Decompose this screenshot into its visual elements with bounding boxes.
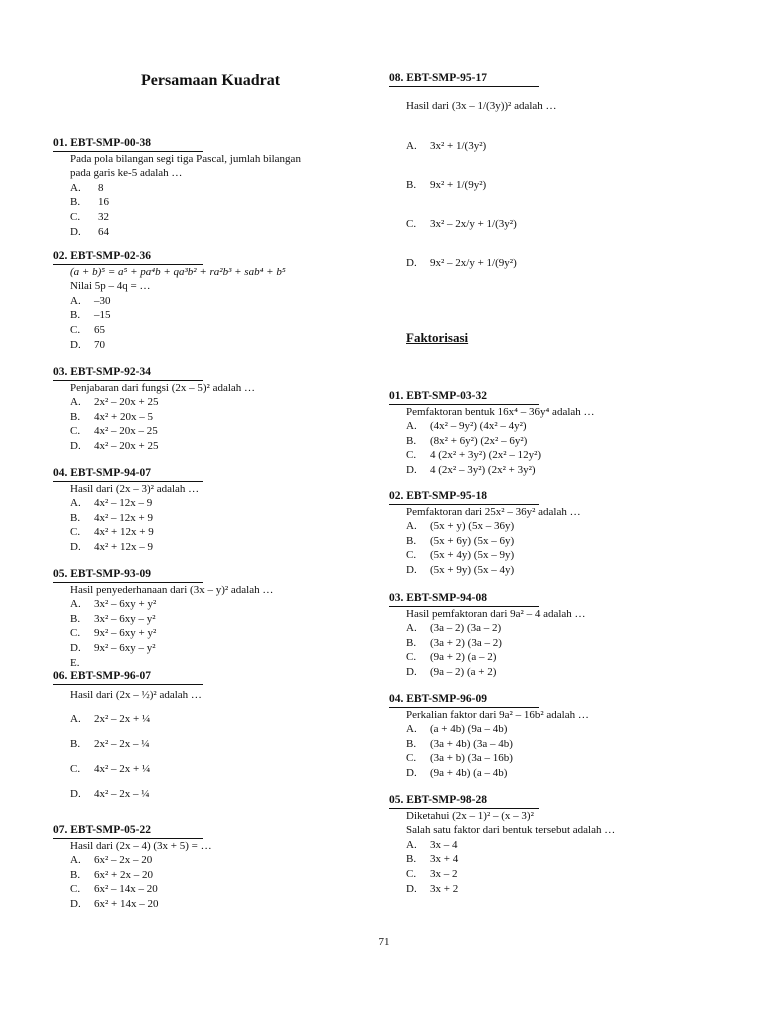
answer-option: C. 32 bbox=[70, 210, 109, 223]
question-left-3 bbox=[53, 365, 363, 454]
answer-option: A. 2x² – 20x + 25 bbox=[70, 396, 159, 409]
question-right-2 bbox=[389, 389, 719, 478]
question-left-4 bbox=[53, 466, 363, 555]
question-code: 04. EBT-SMP-94-07 bbox=[53, 466, 203, 482]
question-stem: pada garis ke-5 adalah … bbox=[70, 167, 183, 180]
answer-option: A. 8 bbox=[70, 181, 104, 194]
question-stem: Penjabaran dari fungsi (2x – 5)² adalah … bbox=[70, 381, 256, 394]
question-stem: Hasil dari (2x – ½)² adalah … bbox=[70, 689, 202, 702]
answer-option: A. 3x² + 1/(3y²) bbox=[406, 139, 487, 152]
answer-option: B. 2x² – 2x – ¼ bbox=[70, 737, 150, 750]
question-code: 02. EBT-SMP-02-36 bbox=[53, 249, 203, 265]
question-code: 04. EBT-SMP-96-09 bbox=[389, 692, 539, 708]
answer-option: D. 4x² – 2x – ¼ bbox=[70, 787, 150, 800]
question-stem: (a + b)⁵ = a⁵ + pa⁴b + qa³b² + ra²b³ + sab⁴ + b⁵ bbox=[70, 265, 286, 278]
question-stem: Pada pola bilangan segi tiga Pascal, jumlah bilangan bbox=[70, 152, 301, 165]
question-code: 05. EBT-SMP-98-28 bbox=[389, 793, 539, 809]
answer-option: C. 4 (2x² + 3y²) (2x² – 12y²) bbox=[406, 449, 542, 462]
section-heading-faktorisasi: Faktorisasi bbox=[406, 330, 469, 345]
answer-option: D. 6x² + 14x – 20 bbox=[70, 897, 159, 910]
question-code: 08. EBT-SMP-95-17 bbox=[389, 71, 539, 87]
question-stem: Salah satu faktor dari bentuk tersebut adalah … bbox=[406, 824, 616, 837]
answer-option: D. 64 bbox=[70, 225, 109, 238]
question-stem: Hasil dari (3x – 1/(3y))² adalah … bbox=[406, 100, 557, 113]
answer-option: D. 4 (2x² – 3y²) (2x² + 3y²) bbox=[406, 463, 536, 476]
question-stem: Perkalian faktor dari 9a² – 16b² adalah … bbox=[406, 708, 589, 721]
answer-option: D. 3x + 2 bbox=[406, 882, 459, 895]
answer-option: A. 3x – 4 bbox=[406, 838, 458, 851]
answer-option: C. (5x + 4y) (5x – 9y) bbox=[406, 549, 515, 562]
answer-option: B. (5x + 6y) (5x – 6y) bbox=[406, 534, 515, 547]
answer-option: B. (3a + 2) (3a – 2) bbox=[406, 636, 502, 649]
answer-option: A. 2x² – 2x + ¼ bbox=[70, 712, 151, 725]
question-code: 03. EBT-SMP-94-08 bbox=[389, 591, 539, 607]
answer-option: B. 6x² + 2x – 20 bbox=[70, 868, 154, 881]
question-right-3 bbox=[389, 489, 719, 578]
answer-option: B. –15 bbox=[70, 309, 111, 322]
question-code: 01. EBT-SMP-03-32 bbox=[389, 389, 539, 405]
question-left-2 bbox=[53, 249, 363, 352]
answer-option: D. (9a + 4b) (a – 4b) bbox=[406, 766, 508, 779]
answer-option: C. 4x² – 20x – 25 bbox=[70, 425, 158, 438]
question-stem: Hasil dari (2x – 4) (3x + 5) = … bbox=[70, 839, 212, 852]
answer-option: D. 9x² – 2x/y + 1/(9y²) bbox=[406, 256, 517, 269]
question-stem: Diketahui (2x – 1)² – (x – 3)² bbox=[406, 809, 534, 822]
question-right-4 bbox=[389, 591, 719, 680]
question-right-5 bbox=[389, 692, 719, 781]
question-right-1 bbox=[389, 71, 699, 283]
question-code: 03. EBT-SMP-92-34 bbox=[53, 365, 203, 381]
answer-option: A. –30 bbox=[70, 294, 111, 307]
question-code: 01. EBT-SMP-00-38 bbox=[53, 136, 203, 152]
question-stem: Nilai 5p – 4q = … bbox=[70, 280, 151, 293]
question-code: 05. EBT-SMP-93-09 bbox=[53, 567, 203, 583]
question-code: 07. EBT-SMP-05-22 bbox=[53, 823, 203, 839]
answer-option: D. 9x² – 6xy – y² bbox=[70, 641, 156, 654]
question-code: 06. EBT-SMP-96-07 bbox=[53, 669, 203, 685]
question-stem: Hasil penyederhanaan dari (3x – y)² adalah … bbox=[70, 583, 274, 596]
answer-option: C. 4x² – 2x + ¼ bbox=[70, 762, 151, 775]
answer-option: C. 3x² – 2x/y + 1/(3y²) bbox=[406, 217, 517, 230]
answer-option: D. 4x² + 12x – 9 bbox=[70, 540, 154, 553]
answer-option: D. (9a – 2) (a + 2) bbox=[406, 665, 497, 678]
answer-option: D. (5x + 9y) (5x – 4y) bbox=[406, 563, 515, 576]
question-left-7 bbox=[53, 823, 363, 912]
answer-option: B. 4x² – 12x + 9 bbox=[70, 511, 154, 524]
answer-option: A. (3a – 2) (3a – 2) bbox=[406, 622, 502, 635]
question-stem: Pemfaktoran dari 25x² – 36y² adalah … bbox=[406, 505, 581, 518]
answer-option: A. 4x² – 12x – 9 bbox=[70, 497, 153, 510]
answer-option: B. (8x² + 6y²) (2x² – 6y²) bbox=[406, 434, 528, 447]
question-stem: Pemfaktoran bentuk 16x⁴ – 36y⁴ adalah … bbox=[406, 405, 595, 418]
answer-option: B. 4x² + 20x – 5 bbox=[70, 410, 154, 423]
answer-option: E. bbox=[70, 656, 80, 669]
answer-option: A. (5x + y) (5x – 36y) bbox=[406, 520, 515, 533]
answer-option: A. (a + 4b) (9a – 4b) bbox=[406, 723, 508, 736]
answer-option: A. 3x² – 6xy + y² bbox=[70, 598, 157, 611]
question-left-5 bbox=[53, 567, 363, 670]
answer-option: C. (3a + b) (3a – 16b) bbox=[406, 752, 513, 765]
question-stem: Hasil dari (2x – 3)² adalah … bbox=[70, 482, 200, 495]
answer-option: C. 9x² – 6xy + y² bbox=[70, 627, 157, 640]
answer-option: C. 65 bbox=[70, 323, 105, 336]
answer-option: C. 6x² – 14x – 20 bbox=[70, 883, 158, 896]
answer-option: B. 3x + 4 bbox=[406, 853, 459, 866]
answer-option: B. (3a + 4b) (3a – 4b) bbox=[406, 737, 513, 750]
answer-option: B. 9x² + 1/(9y²) bbox=[406, 178, 487, 191]
question-stem: Hasil pemfaktoran dari 9a² – 4 adalah … bbox=[406, 607, 586, 620]
question-right-6 bbox=[389, 793, 719, 896]
answer-option: C. (9a + 2) (a – 2) bbox=[406, 651, 497, 664]
answer-option: A. (4x² – 9y²) (4x² – 4y²) bbox=[406, 420, 527, 433]
question-code: 02. EBT-SMP-95-18 bbox=[389, 489, 539, 505]
answer-option: B. 3x² – 6xy – y² bbox=[70, 612, 156, 625]
answer-option: D. 4x² – 20x + 25 bbox=[70, 439, 159, 452]
question-left-6 bbox=[53, 669, 363, 807]
page-title: Persamaan Kuadrat bbox=[141, 72, 281, 89]
answer-option: C. 3x – 2 bbox=[406, 867, 458, 880]
answer-option: D. 70 bbox=[70, 338, 105, 351]
answer-option: A. 6x² – 2x – 20 bbox=[70, 854, 153, 867]
answer-option: B. 16 bbox=[70, 196, 109, 209]
page-number: 71 bbox=[378, 936, 390, 948]
answer-option: C. 4x² + 12x + 9 bbox=[70, 526, 154, 539]
question-left-1 bbox=[53, 136, 363, 239]
